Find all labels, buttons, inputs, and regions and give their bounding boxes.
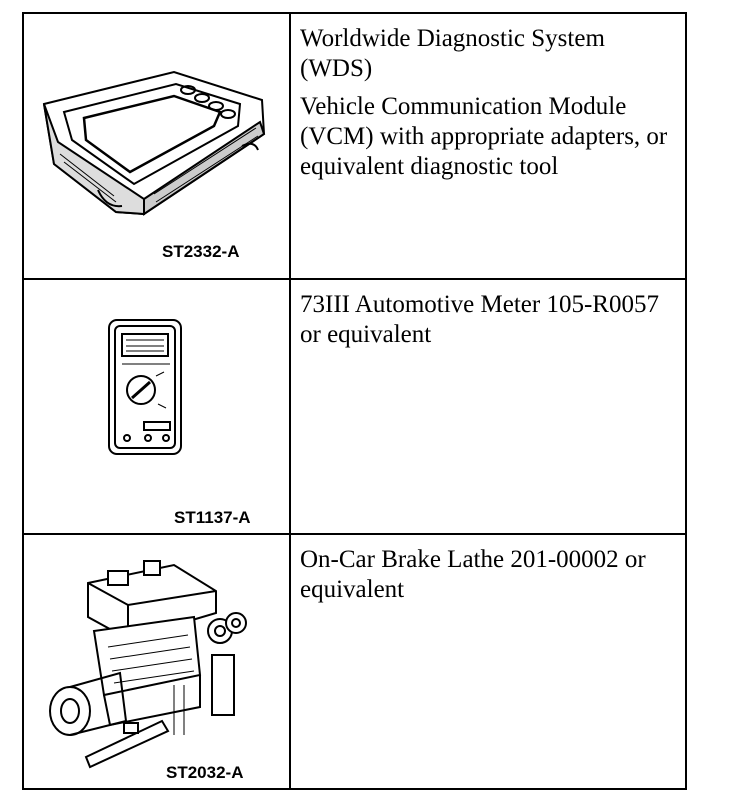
special-tools-table: [22, 12, 687, 790]
tool-description-line: Worldwide Diagnostic System (WDS): [300, 25, 605, 82]
diagnostic-tablet-icon: [24, 14, 289, 278]
tool-description: [300, 545, 677, 613]
tool-description-line: 73III Automotive Meter 105-R0057 or equivalent: [300, 291, 659, 348]
tool-row-lathe: [24, 535, 685, 790]
multimeter-icon: [24, 280, 289, 533]
tool-description-line: Vehicle Communication Module (VCM) with appropriate adapters, or equivalent diagnostic tool: [300, 93, 668, 180]
brake-lathe-icon: [24, 535, 289, 790]
tool-illustration-cell: [24, 535, 289, 790]
tool-description: [300, 290, 677, 358]
tool-illustration-cell: [24, 14, 289, 278]
tool-row-meter: [24, 280, 685, 533]
figure-code: ST2032-A: [166, 763, 244, 782]
tool-description: [300, 24, 677, 190]
tool-row-wds: [24, 14, 685, 278]
figure-code: ST1137-A: [174, 508, 251, 527]
tool-illustration-cell: [24, 280, 289, 533]
tool-description-line: On-Car Brake Lathe 201-00002 or equivalent: [300, 546, 646, 603]
figure-code: ST2332-A: [162, 242, 240, 261]
